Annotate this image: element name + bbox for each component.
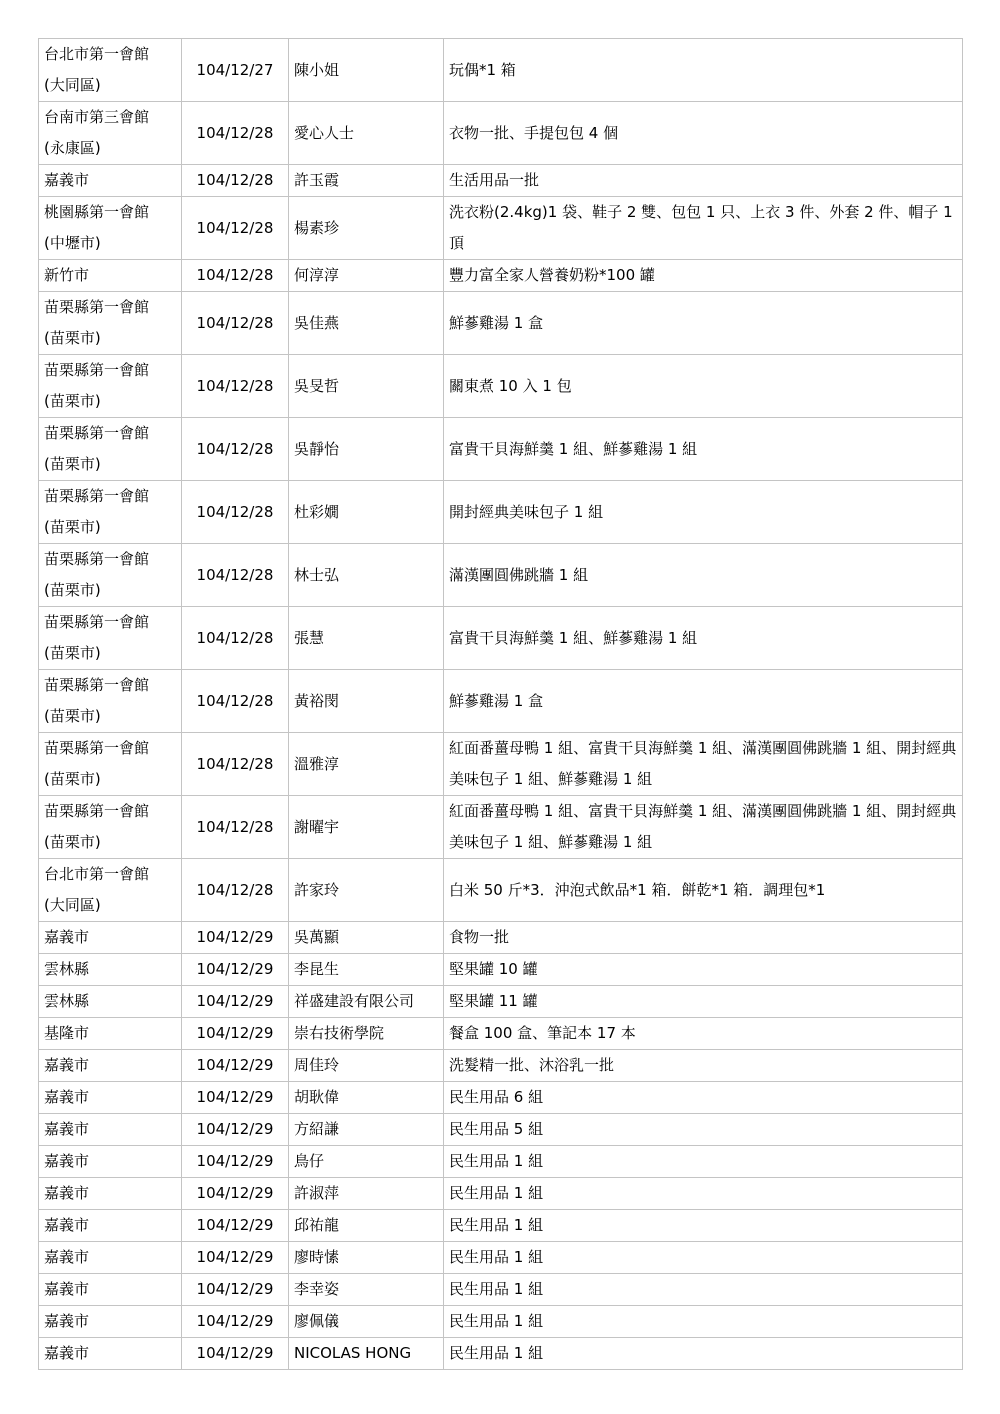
donor-cell: 杜彩嫺 bbox=[289, 481, 444, 544]
items-cell: 開封經典美味包子 1 組 bbox=[444, 481, 963, 544]
location-line: 嘉義市 bbox=[44, 1088, 90, 1106]
items-cell: 紅面番薑母鴨 1 組、富貴干貝海鮮羹 1 組、滿漢團圓佛跳牆 1 組、開封經典美味包子 1 組、鮮蔘雞湯 1 組 bbox=[444, 796, 963, 859]
donor-cell: 李幸姿 bbox=[289, 1274, 444, 1306]
location-line: 苗栗縣第一會館 bbox=[44, 361, 150, 379]
table-row bbox=[39, 102, 963, 165]
date-cell: 104/12/29 bbox=[182, 986, 289, 1018]
location-cell bbox=[39, 102, 182, 165]
date-cell: 104/12/28 bbox=[182, 102, 289, 165]
date-cell: 104/12/29 bbox=[182, 1146, 289, 1178]
donor-cell: 吳佳燕 bbox=[289, 292, 444, 355]
location-line: 新竹市 bbox=[44, 266, 90, 284]
donor-cell: NICOLAS HONG bbox=[289, 1338, 444, 1370]
table-row bbox=[39, 954, 963, 986]
donor-cell: 胡耿偉 bbox=[289, 1082, 444, 1114]
table-row bbox=[39, 1146, 963, 1178]
table-row bbox=[39, 607, 963, 670]
location-cell bbox=[39, 1178, 182, 1210]
location-line: 雲林縣 bbox=[44, 992, 90, 1010]
donor-cell: 陳小姐 bbox=[289, 39, 444, 102]
donor-cell: 吳萬顯 bbox=[289, 922, 444, 954]
location-cell bbox=[39, 39, 182, 102]
date-cell: 104/12/29 bbox=[182, 1114, 289, 1146]
table-row bbox=[39, 418, 963, 481]
location-line: 台南市第三會館 bbox=[44, 108, 150, 126]
table-row bbox=[39, 986, 963, 1018]
donor-cell: 楊素珍 bbox=[289, 197, 444, 260]
location-line: 嘉義市 bbox=[44, 928, 90, 946]
date-cell: 104/12/29 bbox=[182, 1082, 289, 1114]
table-row bbox=[39, 1178, 963, 1210]
date-cell: 104/12/28 bbox=[182, 670, 289, 733]
items-cell: 玩偶*1 箱 bbox=[444, 39, 963, 102]
location-line: 苗栗縣第一會館 bbox=[44, 298, 150, 316]
location-cell bbox=[39, 1338, 182, 1370]
items-cell: 關東煮 10 入 1 包 bbox=[444, 355, 963, 418]
table-row bbox=[39, 544, 963, 607]
location-line: 基隆市 bbox=[44, 1024, 90, 1042]
table-row bbox=[39, 922, 963, 954]
location-line: 嘉義市 bbox=[44, 1248, 90, 1266]
table-row bbox=[39, 1018, 963, 1050]
table-row bbox=[39, 1242, 963, 1274]
location-line: 嘉義市 bbox=[44, 1312, 90, 1330]
donor-cell: 許家玲 bbox=[289, 859, 444, 922]
location-cell bbox=[39, 1210, 182, 1242]
table-row bbox=[39, 1210, 963, 1242]
table-row bbox=[39, 165, 963, 197]
date-cell: 104/12/29 bbox=[182, 922, 289, 954]
location-line: 苗栗縣第一會館 bbox=[44, 613, 150, 631]
donor-cell: 邱祐龍 bbox=[289, 1210, 444, 1242]
items-cell: 鮮蔘雞湯 1 盒 bbox=[444, 292, 963, 355]
donor-cell: 崇右技術學院 bbox=[289, 1018, 444, 1050]
table-row bbox=[39, 1306, 963, 1338]
date-cell: 104/12/28 bbox=[182, 260, 289, 292]
table-row bbox=[39, 1274, 963, 1306]
location-cell bbox=[39, 1274, 182, 1306]
items-cell: 洗衣粉(2.4kg)1 袋、鞋子 2 雙、包包 1 只、上衣 3 件、外套 2 件、帽子 1 頂 bbox=[444, 197, 963, 260]
location-cell bbox=[39, 292, 182, 355]
location-cell bbox=[39, 1114, 182, 1146]
date-cell: 104/12/28 bbox=[182, 197, 289, 260]
location-cell bbox=[39, 197, 182, 260]
date-cell: 104/12/29 bbox=[182, 1242, 289, 1274]
table-row bbox=[39, 859, 963, 922]
location-line: 苗栗縣第一會館 bbox=[44, 487, 150, 505]
table-row bbox=[39, 796, 963, 859]
location-line: 嘉義市 bbox=[44, 1344, 90, 1362]
location-cell bbox=[39, 607, 182, 670]
items-cell: 民生用品 5 組 bbox=[444, 1114, 963, 1146]
items-cell: 民生用品 1 組 bbox=[444, 1210, 963, 1242]
items-cell: 富貴干貝海鮮羹 1 組、鮮蔘雞湯 1 組 bbox=[444, 607, 963, 670]
date-cell: 104/12/28 bbox=[182, 418, 289, 481]
location-cell bbox=[39, 481, 182, 544]
location-cell bbox=[39, 733, 182, 796]
location-line: 苗栗縣第一會館 bbox=[44, 739, 150, 757]
items-cell: 豐力富全家人營養奶粉*100 罐 bbox=[444, 260, 963, 292]
table-row bbox=[39, 197, 963, 260]
items-cell: 民生用品 1 組 bbox=[444, 1274, 963, 1306]
date-cell: 104/12/28 bbox=[182, 796, 289, 859]
table-row bbox=[39, 292, 963, 355]
items-cell: 民生用品 1 組 bbox=[444, 1146, 963, 1178]
items-cell: 堅果罐 11 罐 bbox=[444, 986, 963, 1018]
date-cell: 104/12/28 bbox=[182, 165, 289, 197]
location-line: (大同區) bbox=[44, 896, 101, 914]
date-cell: 104/12/27 bbox=[182, 39, 289, 102]
location-cell bbox=[39, 1242, 182, 1274]
donor-cell: 何淳淳 bbox=[289, 260, 444, 292]
date-cell: 104/12/28 bbox=[182, 355, 289, 418]
date-cell: 104/12/28 bbox=[182, 607, 289, 670]
items-cell: 白米 50 斤*3．沖泡式飲品*1 箱．餅乾*1 箱．調理包*1 bbox=[444, 859, 963, 922]
donor-cell: 許淑萍 bbox=[289, 1178, 444, 1210]
location-cell bbox=[39, 986, 182, 1018]
date-cell: 104/12/29 bbox=[182, 1210, 289, 1242]
donation-table bbox=[38, 38, 963, 1370]
donor-cell: 溫雅淳 bbox=[289, 733, 444, 796]
location-line: (苗栗市) bbox=[44, 644, 101, 662]
items-cell: 洗髮精一批、沐浴乳一批 bbox=[444, 1050, 963, 1082]
items-cell: 食物一批 bbox=[444, 922, 963, 954]
donor-cell: 廖時愫 bbox=[289, 1242, 444, 1274]
items-cell: 民生用品 6 組 bbox=[444, 1082, 963, 1114]
items-cell: 民生用品 1 組 bbox=[444, 1338, 963, 1370]
items-cell: 生活用品一批 bbox=[444, 165, 963, 197]
location-line: 台北市第一會館 bbox=[44, 865, 150, 883]
table-row bbox=[39, 1338, 963, 1370]
donor-cell: 鳥仔 bbox=[289, 1146, 444, 1178]
location-line: 苗栗縣第一會館 bbox=[44, 550, 150, 568]
items-cell: 衣物一批、手提包包 4 個 bbox=[444, 102, 963, 165]
date-cell: 104/12/28 bbox=[182, 481, 289, 544]
table-row bbox=[39, 1114, 963, 1146]
donor-cell: 愛心人士 bbox=[289, 102, 444, 165]
date-cell: 104/12/28 bbox=[182, 733, 289, 796]
date-cell: 104/12/29 bbox=[182, 1306, 289, 1338]
location-cell bbox=[39, 165, 182, 197]
location-line: (中壢市) bbox=[44, 234, 101, 252]
donor-cell: 吳旻哲 bbox=[289, 355, 444, 418]
date-cell: 104/12/28 bbox=[182, 292, 289, 355]
location-line: 嘉義市 bbox=[44, 1216, 90, 1234]
location-line: 嘉義市 bbox=[44, 1056, 90, 1074]
table-row bbox=[39, 733, 963, 796]
location-line: (大同區) bbox=[44, 76, 101, 94]
location-line: 嘉義市 bbox=[44, 171, 90, 189]
location-line: (苗栗市) bbox=[44, 518, 101, 536]
donor-cell: 祥盛建設有限公司 bbox=[289, 986, 444, 1018]
table-row bbox=[39, 1050, 963, 1082]
donor-cell: 謝曜宇 bbox=[289, 796, 444, 859]
date-cell: 104/12/28 bbox=[182, 544, 289, 607]
items-cell: 民生用品 1 組 bbox=[444, 1306, 963, 1338]
location-cell bbox=[39, 859, 182, 922]
location-line: 桃園縣第一會館 bbox=[44, 203, 150, 221]
location-cell bbox=[39, 796, 182, 859]
location-cell bbox=[39, 954, 182, 986]
location-cell bbox=[39, 418, 182, 481]
table-row bbox=[39, 670, 963, 733]
location-line: 嘉義市 bbox=[44, 1152, 90, 1170]
location-line: 嘉義市 bbox=[44, 1280, 90, 1298]
location-line: (永康區) bbox=[44, 139, 101, 157]
location-line: (苗栗市) bbox=[44, 707, 101, 725]
location-line: 苗栗縣第一會館 bbox=[44, 802, 150, 820]
location-cell bbox=[39, 670, 182, 733]
table-row bbox=[39, 1082, 963, 1114]
location-line: (苗栗市) bbox=[44, 329, 101, 347]
items-cell: 紅面番薑母鴨 1 組、富貴干貝海鮮羹 1 組、滿漢團圓佛跳牆 1 組、開封經典美味包子 1 組、鮮蔘雞湯 1 組 bbox=[444, 733, 963, 796]
location-cell bbox=[39, 260, 182, 292]
location-line: (苗栗市) bbox=[44, 581, 101, 599]
donor-cell: 廖佩儀 bbox=[289, 1306, 444, 1338]
table-row bbox=[39, 39, 963, 102]
donor-cell: 林士弘 bbox=[289, 544, 444, 607]
items-cell: 民生用品 1 組 bbox=[444, 1178, 963, 1210]
donor-cell: 李昆生 bbox=[289, 954, 444, 986]
items-cell: 滿漢團圓佛跳牆 1 組 bbox=[444, 544, 963, 607]
location-line: (苗栗市) bbox=[44, 833, 101, 851]
table-row bbox=[39, 481, 963, 544]
location-cell bbox=[39, 1146, 182, 1178]
items-cell: 堅果罐 10 罐 bbox=[444, 954, 963, 986]
location-cell bbox=[39, 1082, 182, 1114]
location-line: (苗栗市) bbox=[44, 770, 101, 788]
location-line: (苗栗市) bbox=[44, 455, 101, 473]
donor-cell: 方紹謙 bbox=[289, 1114, 444, 1146]
donation-table-body bbox=[39, 39, 963, 1370]
items-cell: 富貴干貝海鮮羹 1 組、鮮蔘雞湯 1 組 bbox=[444, 418, 963, 481]
location-line: 雲林縣 bbox=[44, 960, 90, 978]
donor-cell: 周佳玲 bbox=[289, 1050, 444, 1082]
location-cell bbox=[39, 355, 182, 418]
date-cell: 104/12/29 bbox=[182, 1338, 289, 1370]
date-cell: 104/12/29 bbox=[182, 1178, 289, 1210]
location-cell bbox=[39, 1018, 182, 1050]
location-line: 台北市第一會館 bbox=[44, 45, 150, 63]
items-cell: 餐盒 100 盒、筆記本 17 本 bbox=[444, 1018, 963, 1050]
location-line: 苗栗縣第一會館 bbox=[44, 676, 150, 694]
location-cell bbox=[39, 922, 182, 954]
items-cell: 民生用品 1 組 bbox=[444, 1242, 963, 1274]
location-cell bbox=[39, 544, 182, 607]
date-cell: 104/12/29 bbox=[182, 1274, 289, 1306]
table-row bbox=[39, 260, 963, 292]
date-cell: 104/12/29 bbox=[182, 954, 289, 986]
date-cell: 104/12/29 bbox=[182, 1018, 289, 1050]
location-line: 苗栗縣第一會館 bbox=[44, 424, 150, 442]
location-cell bbox=[39, 1306, 182, 1338]
donor-cell: 張慧 bbox=[289, 607, 444, 670]
items-cell: 鮮蔘雞湯 1 盒 bbox=[444, 670, 963, 733]
donor-cell: 吳靜怡 bbox=[289, 418, 444, 481]
donor-cell: 許玉霞 bbox=[289, 165, 444, 197]
date-cell: 104/12/28 bbox=[182, 859, 289, 922]
location-cell bbox=[39, 1050, 182, 1082]
donor-cell: 黃裕閔 bbox=[289, 670, 444, 733]
date-cell: 104/12/29 bbox=[182, 1050, 289, 1082]
location-line: (苗栗市) bbox=[44, 392, 101, 410]
location-line: 嘉義市 bbox=[44, 1120, 90, 1138]
location-line: 嘉義市 bbox=[44, 1184, 90, 1202]
table-row bbox=[39, 355, 963, 418]
